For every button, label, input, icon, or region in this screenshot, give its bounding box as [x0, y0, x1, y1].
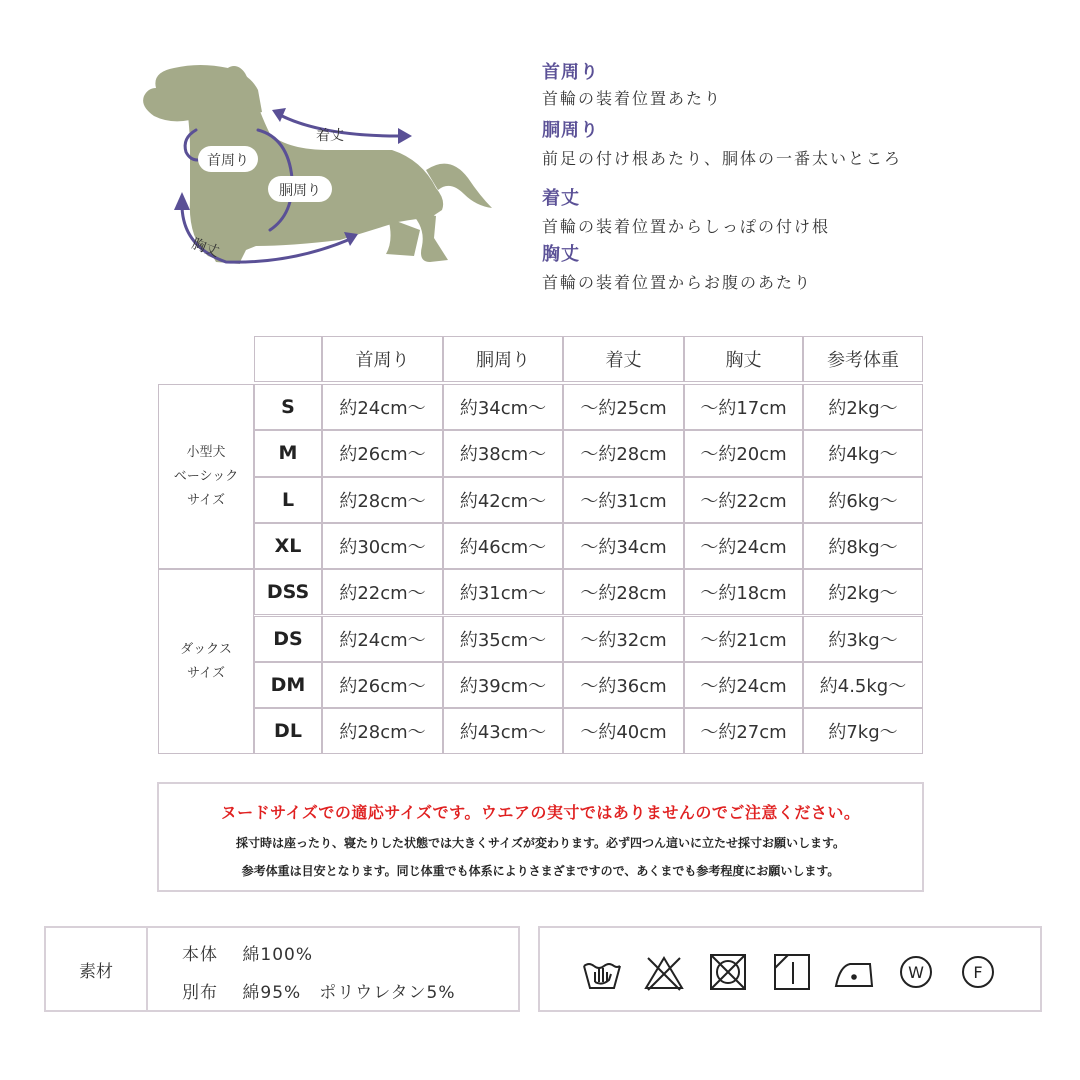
- size-group-label-line: サイズ: [187, 665, 225, 681]
- line-dry-shade-icon: [772, 952, 812, 992]
- dry-clean-f-icon: [958, 952, 998, 992]
- diagram-label-neck: 首周り: [207, 153, 249, 169]
- material-content: 綿100%: [242, 945, 314, 965]
- size-value-cell: 〜約21cm: [684, 616, 803, 662]
- definition-desc-chest: 首輪の装着位置からお腹のあたり: [542, 273, 813, 292]
- size-label: XL: [254, 523, 322, 569]
- dachshund-silhouette-icon: [143, 65, 492, 264]
- table-corner-cell: [254, 336, 322, 382]
- size-value-cell: 約4kg〜: [803, 430, 923, 476]
- size-value-cell: 約7kg〜: [803, 708, 923, 754]
- size-value-cell: 約31cm〜: [443, 569, 563, 615]
- size-value-cell: 約38cm〜: [443, 430, 563, 476]
- measuring-note: 採寸時は座ったり、寝たりした状態では大きくサイズが変わります。必ず四つん這いに立たせ採寸お願いします。: [235, 836, 846, 850]
- size-value-cell: 約2kg〜: [803, 384, 923, 430]
- wet-clean-letter: W: [908, 963, 924, 982]
- size-value-cell: 約8kg〜: [803, 523, 923, 569]
- size-value-cell: 〜約34cm: [563, 523, 684, 569]
- material-part: 本体: [182, 945, 218, 965]
- care-symbols-box: [538, 926, 1042, 1012]
- size-value-cell: 約43cm〜: [443, 708, 563, 754]
- definition-desc-girth: 前足の付け根あたり、胴体の一番太いところ: [542, 149, 903, 168]
- size-value-cell: 〜約36cm: [563, 662, 684, 708]
- table-header-cell: 胴周り: [443, 336, 563, 382]
- iron-low-icon: [834, 952, 874, 992]
- material-content: 綿95% ポリウレタン5%: [242, 983, 456, 1003]
- size-value-cell: 約4.5kg〜: [803, 662, 923, 708]
- no-bleach-icon: [644, 952, 684, 992]
- definition-desc-neck: 首輪の装着位置あたり: [542, 89, 723, 108]
- size-group-label: [158, 384, 254, 569]
- material-box: [44, 926, 520, 1012]
- size-label: L: [254, 477, 322, 523]
- size-value-cell: 〜約32cm: [563, 616, 684, 662]
- diagram-label-girth: 胴周り: [279, 183, 321, 199]
- size-value-cell: 〜約17cm: [684, 384, 803, 430]
- diagram-label-back: 着丈: [316, 128, 344, 144]
- material-part: 別布: [182, 983, 218, 1003]
- nude-size-warning: ヌードサイズでの適応サイズです。ウエアの実寸ではありませんのでご注意ください。: [220, 803, 861, 822]
- size-value-cell: 約2kg〜: [803, 569, 923, 615]
- size-value-cell: 約35cm〜: [443, 616, 563, 662]
- size-group-label-line: ダックス: [180, 641, 232, 657]
- dog-measurement-diagram: [130, 50, 500, 280]
- size-value-cell: 約24cm〜: [322, 616, 443, 662]
- size-group-label-line: サイズ: [187, 492, 225, 508]
- size-value-cell: 約39cm〜: [443, 662, 563, 708]
- size-label: S: [254, 384, 322, 430]
- size-value-cell: 約24cm〜: [322, 384, 443, 430]
- size-value-cell: 約30cm〜: [322, 523, 443, 569]
- dry-clean-letter: F: [973, 963, 983, 982]
- size-value-cell: 約34cm〜: [443, 384, 563, 430]
- diagram-label-chest: 胸丈: [189, 235, 222, 261]
- size-group-label: [158, 569, 254, 754]
- size-value-cell: 〜約24cm: [684, 523, 803, 569]
- no-tumble-dry-icon: [708, 952, 748, 992]
- size-value-cell: 〜約24cm: [684, 662, 803, 708]
- notes-box: [157, 782, 924, 892]
- material-line-main: [182, 940, 313, 965]
- table-header-cell: 着丈: [563, 336, 684, 382]
- definition-term-neck: 首周り: [542, 62, 599, 83]
- size-value-cell: 約46cm〜: [443, 523, 563, 569]
- size-value-cell: 〜約40cm: [563, 708, 684, 754]
- size-value-cell: 約6kg〜: [803, 477, 923, 523]
- size-value-cell: 〜約22cm: [684, 477, 803, 523]
- size-value-cell: 〜約20cm: [684, 430, 803, 476]
- wet-clean-icon: [896, 952, 936, 992]
- size-label: M: [254, 430, 322, 476]
- size-value-cell: 〜約31cm: [563, 477, 684, 523]
- size-label: DS: [254, 616, 322, 662]
- size-value-cell: 約26cm〜: [322, 430, 443, 476]
- size-value-cell: 〜約28cm: [563, 569, 684, 615]
- size-value-cell: 約26cm〜: [322, 662, 443, 708]
- size-label: DL: [254, 708, 322, 754]
- size-group-label-line: ベーシック: [173, 468, 239, 484]
- size-value-cell: 約3kg〜: [803, 616, 923, 662]
- table-header-cell: 胸丈: [684, 336, 803, 382]
- weight-note: 参考体重は目安となります。同じ体重でも体系によりさまざまですので、あくまでも参考程度にお願いします。: [241, 864, 840, 878]
- size-value-cell: 〜約18cm: [684, 569, 803, 615]
- table-header-cell: 参考体重: [803, 336, 923, 382]
- definition-term-girth: 胴周り: [542, 120, 599, 141]
- size-value-cell: 〜約28cm: [563, 430, 684, 476]
- definition-term-back: 着丈: [542, 188, 580, 209]
- size-value-cell: 約22cm〜: [322, 569, 443, 615]
- size-value-cell: 〜約25cm: [563, 384, 684, 430]
- material-label: 素材: [79, 961, 113, 982]
- size-value-cell: 〜約27cm: [684, 708, 803, 754]
- size-value-cell: 約28cm〜: [322, 477, 443, 523]
- size-value-cell: 約42cm〜: [443, 477, 563, 523]
- definition-desc-back: 首輪の装着位置からしっぽの付け根: [542, 217, 831, 236]
- size-label: DM: [254, 662, 322, 708]
- hand-wash-icon: [582, 952, 622, 992]
- material-line-sub: [182, 978, 455, 1003]
- table-header-cell: 首周り: [322, 336, 443, 382]
- size-value-cell: 約28cm〜: [322, 708, 443, 754]
- size-label: DSS: [254, 569, 322, 615]
- definition-term-chest: 胸丈: [542, 244, 580, 265]
- size-group-label-line: 小型犬: [186, 444, 226, 460]
